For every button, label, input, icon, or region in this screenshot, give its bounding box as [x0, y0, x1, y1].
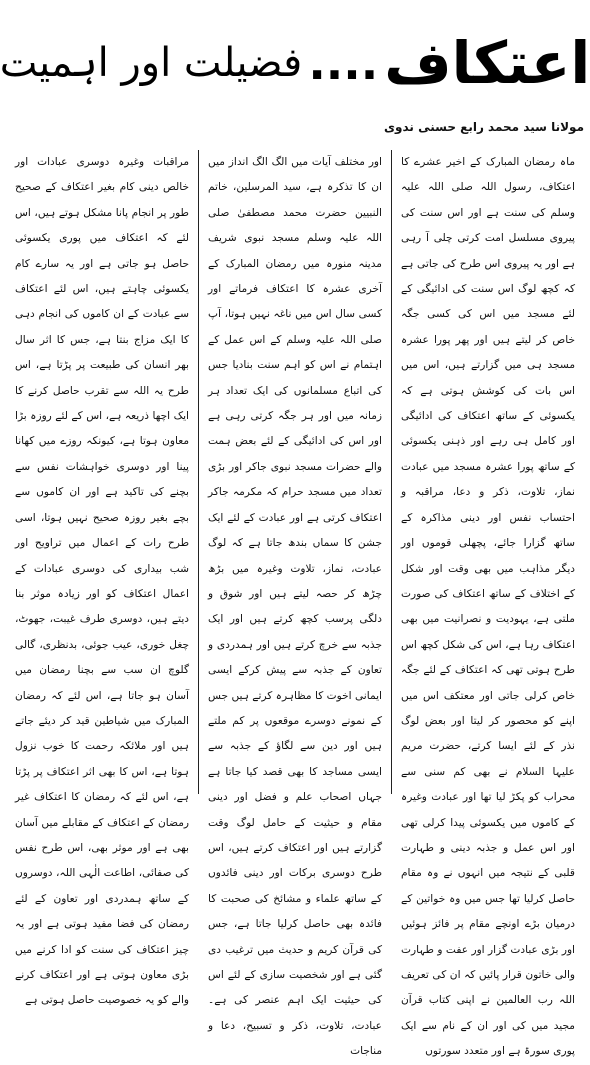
title-subtitle: فضیلت اور اہمیت	[0, 40, 303, 86]
column-left-text: مراقبات وغیرہ دوسری عبادات اور خالص دینی کام بغیر اعتکاف کے صحیح طور پر انجام پانا مشکل ہوتے ہیں، اس لئے کہ اعتکاف میں پوری یکسوئی حاصل ہو جاتی ہے اور یہ سارے کام یکسوئی چاہتے ہیں، اس لئے اعتکاف سے عبادت کے ان کاموں کی انجام دہی کا ایک مزاج بنتا ہے، جس کا اثر سال بھر انسان کی طبیعت پر پڑتا ہے، اس طرح یہ اللہ سے تقرب حاصل کرنے کا ایک اچھا ذریعہ ہے، اس کے لئے روزہ بڑا معاون ہوتا ہے، کیونکہ روزے میں کھانا پینا اور دوسری خواہشات نفس سے بچنے کی تاکید ہے اور ان کاموں سے بچے بغیر روزہ صحیح نہیں ہوتا، اسی طرح رات کے اعمال میں تراویح اور شب بیداری کی دوسری عبادات کے اعمال اعتکاف کو اور زیادہ موثر بنا دیتے ہیں، دوسری طرف غیبت، جھوٹ، چغل خوری، عیب جوئی، بدنظری، گالی گلوچ ان سب سے بچنا رمضان میں آسان ہو جاتا ہے، اس لئے کہ رمضان المبارک میں شیاطین قید کر دیئے جاتے ہیں اور ملائکہ رحمت کا خوب نزول ہوتا ہے، اس کا بھی اثر اعتکاف پر پڑتا ہے، اس لئے کہ رمضان کا اعتکاف غیر رمضان کے اعتکاف کے مقابلے میں آسان بھی ہے اور موثر بھی، اس طرح نفس کی صفائی، اطاعت الٰہی اللہ، دوسروں کے ساتھ ہمدردی اور تعاون کے لئے رمضان کی فضا مفید ہوتی ہے اور یہ چیز اعتکاف کی سنت کو ادا کرنے میں بڑی معاون ہوتی ہے اور اعتکاف کرنے والے کو یہ خصوصیت حاصل ہوتی ہے	[15, 156, 189, 1007]
article-columns	[6, 150, 584, 1058]
column-right-text: ماہ رمضان المبارک کے اخیر عشرے کا اعتکاف، رسول اللہ صلی اللہ علیہ وسلم کی سنت ہے اور اس سنت کی پیروی مسلسل امت کرتی چلی آ رہی ہے اور یہ پیروی اس طرح کی جاتی ہے کہ کچھ لوگ اس سنت کی ادائیگی کے لئے مسجد میں اس کی کسی جگہ خاص کر لیتے ہیں اور پھر پورا عشرہ مسجد ہی میں گزارتے ہیں، اس میں اس بات کی کوشش ہوتی ہے کہ یکسوئی کے ساتھ اعتکاف کی ادائیگی اور کامل ہی رہے اور ذہنی یکسوئی کے ساتھ پورا عشرہ مسجد میں عبادت نماز، تلاوت، ذکر و دعا، مراقبہ و احتساب نفس اور دینی مذاکرہ کے ساتھ گزارا جائے، پچھلی قوموں اور دیگر مذاہب میں بھی وقت اور شکل کے اختلاف کے ساتھ اعتکاف کی صورت ملتی ہے، یہودیت و نصرانیت میں بھی اعتکاف رہا ہے، اس کی شکل کچھ اس طرح ہوتی تھی کہ اعتکاف کے لئے جگہ خاص کرلی جاتی اور معتکف اس میں اپنے کو محصور کر لیتا اور بعض لوگ نذر کے لئے ایسا کرتے، حضرت مریم علیہا السلام نے بھی کم سنی سے محراب کو پکڑ لیا تھا اور عبادت وغیرہ کے کاموں میں یکسوئی پیدا کرلی تھی اور اس عمل و جذبہ دینی و طہارت قلبی کے نتیجہ میں انہوں نے وہ مقام حاصل کرلیا تھا جس میں وہ خواتین کے درمیان بڑے اونچے مقام پر فائز ہوئیں اور بڑی عبادت گزار اور عفت و طہارت والی خاتون قرار پائیں کہ ان کی تعریف اللہ رب العالمین نے اپنی کتاب قرآن مجید میں کی اور ان کے نام سے ایک پوری سورۃ ہے اور متعدد سورتوں	[401, 156, 575, 1058]
title-ellipsis: ....	[308, 36, 379, 90]
column-left	[6, 150, 198, 1007]
article-title	[0, 18, 590, 108]
author-byline: مولانا سید محمد رابع حسنی ندوی	[384, 120, 584, 134]
title-main: اعتکاف	[384, 29, 590, 97]
column-middle	[199, 150, 391, 1058]
column-right	[392, 150, 584, 1058]
column-middle-text: اور مختلف آیات میں الگ الگ انداز میں ان کا تذکرہ ہے، سید المرسلین، خاتم النبیین حضرت محمد مصطفیٰ صلی اللہ علیہ وسلم مسجد نبوی شریف مدینہ منورہ میں رمضان المبارک کے آخری عشرہ کا اعتکاف فرماتے اور کسی سال اس میں ناغہ نہیں ہوتا، آپ صلی اللہ علیہ وسلم کے اس عمل کے اہتمام نے اس کو اہم سنت بنادیا جس کی اتباع مسلمانوں کی ایک تعداد ہر زمانہ میں اور ہر جگہ کرتی رہی ہے اور اس کی ادائیگی کے لئے بعض ہمت والے حضرات مسجد نبوی جاکر اور بڑی تعداد میں مسجد حرام کہ مکرمہ جاکر اعتکاف کرتی ہے اور عبادت کے لئے ایک جشن کا سماں بندھ جاتا ہے کہ لوگ عبادت، نماز، تلاوت وغیرہ میں بڑھ چڑھ کر حصہ لیتے ہیں اور شوق و دلگی پرسب کچھ کرتے ہیں اور ایک جذبہ سے خرچ کرتے ہیں اور ہمدردی و تعاون کے جذبہ سے پیش کرکے ایسی ایمانی اخوت کا مظاہرہ کرتے ہیں جس کے نمونے دوسرے موقعوں پر کم ملتے ہیں اور دین سے لگاؤ کے جذبہ سے ایسی مساجد کا بھی قصد کیا جاتا ہے جہاں اصحاب علم و فضل اور دینی مقام و حیثیت کے حامل لوگ وقت گزارتے ہیں اور اعتکاف کرتے ہیں، اس طرح دوسری برکات اور دینی فائدوں کے ساتھ علماء و مشائخ کی صحبت کا فائدہ بھی حاصل کرلیا جاتا ہے، جس کی قرآن کریم و حدیث میں ترغیب دی گئی ہے اور شخصیت سازی کے لئے اس کی حیثیت ایک اہم عنصر کی ہے۔ عبادت، تلاوت، ذکر و تسبیح، دعا و مناجات	[208, 156, 382, 1058]
